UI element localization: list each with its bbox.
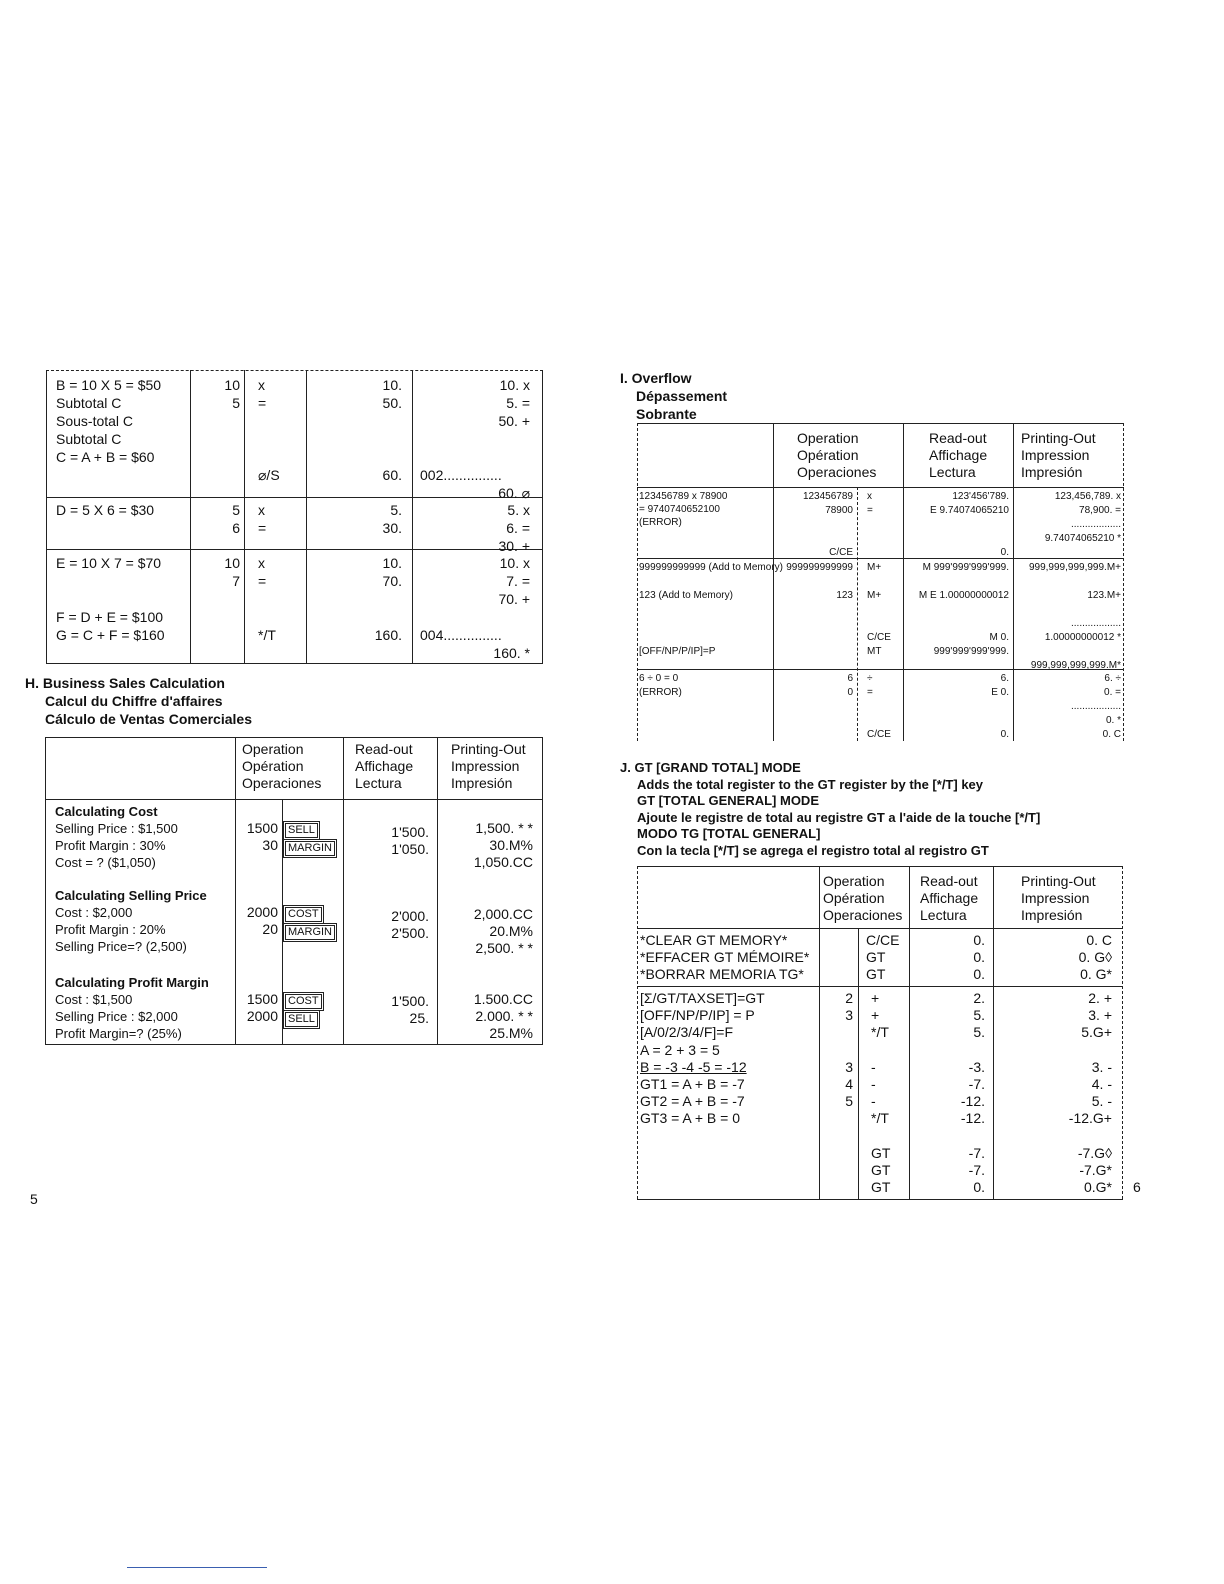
block-heading: Calculating Selling Price (55, 888, 207, 903)
row-op: */T (871, 1110, 889, 1127)
title-line: GT [TOTAL GENERAL] MODE (637, 793, 819, 808)
readout-value: 25. (409, 1010, 429, 1026)
block-line: Profit Margin=? (25%) (55, 1026, 182, 1041)
print-value: 30. + (498, 538, 530, 554)
table-row (637, 932, 1123, 949)
row-print: 5.G+ (1081, 1024, 1112, 1041)
row-desc: G = C + F = $160 (56, 627, 165, 643)
header-operation: Operation Opération Operaciones (823, 873, 903, 923)
block-line: Cost = ? ($1,050) (55, 855, 156, 870)
overflow-print: 123,456,789. x 78,900. = .................. 9.74074065210 * (1044, 491, 1121, 544)
sell-key: SELL (285, 1012, 318, 1027)
readout-value: 1'500. (391, 824, 429, 840)
readout-value: 30. (382, 520, 402, 536)
row-readout: 0. (973, 949, 985, 965)
header-operation: Operation Opération Operaciones (242, 741, 322, 791)
row-readout: -12. (960, 1110, 985, 1127)
row-print: -7.G◊ (1077, 1144, 1112, 1161)
row-desc: A = 2 + 3 = 5 (640, 1041, 720, 1058)
table-row (637, 966, 1123, 983)
header-printing: Printing-Out Impression Impresión (1021, 430, 1096, 480)
key-number: 2000 (246, 904, 278, 920)
row-readout: -3. (968, 1058, 985, 1075)
title-line: Con la tecla [*/T] se agrega el registro total al registro GT (637, 842, 989, 858)
row-op: C/CE (866, 932, 900, 948)
row-desc: D = 5 X 6 = $30 (56, 502, 155, 518)
header-readout: Read-out Affichage Lectura (920, 873, 979, 923)
key-op: ⌀/S (258, 467, 280, 483)
row-print: 0.G* (1083, 1179, 1112, 1196)
row-op: - (871, 1075, 876, 1092)
row-desc: F = D + E = $100 (56, 609, 164, 625)
overflow-nums: 6 0 (847, 673, 853, 698)
row-readout: 2. (973, 990, 985, 1006)
row-desc: [A/0/2/3/4/F]=F (640, 1024, 733, 1041)
print-value: 50. + (498, 413, 530, 429)
key-number: 10 (224, 555, 240, 571)
table-row (637, 949, 1123, 966)
cost-key: COST (285, 907, 322, 922)
row-num: 3 (845, 1058, 853, 1075)
row-desc: GT3 = A + B = 0 (640, 1110, 741, 1127)
header-operation: Operation Opération Operaciones (797, 430, 877, 480)
table-row (637, 990, 1123, 1007)
overflow-nums: 999999999999 123 (786, 562, 853, 601)
key-op: = (258, 395, 267, 411)
print-value: 10. x (499, 555, 530, 571)
key-number: 5 (232, 502, 240, 518)
print-value: 30.M% (489, 837, 533, 853)
table-row (637, 1128, 1123, 1145)
row-print: 2. + (1088, 990, 1112, 1006)
title-line: J. GT [GRAND TOTAL] MODE (620, 760, 801, 775)
print-value: 5. = (506, 395, 530, 411)
margin-key: MARGIN (285, 841, 335, 856)
table-j (637, 866, 1123, 1200)
row-readout: -7. (968, 1144, 985, 1161)
table-row (637, 1179, 1123, 1196)
row-desc: Sous-total C (56, 413, 134, 429)
readout-value: 10. (382, 555, 402, 571)
header-printing: Printing-Out Impression Impresión (1021, 873, 1096, 923)
row-desc: C = A + B = $60 (56, 449, 155, 465)
row-op: + (871, 990, 880, 1006)
title-line: Adds the total register to the GT register by the [*/T] key (637, 776, 984, 792)
row-num: 4 (845, 1075, 853, 1092)
overflow-ops: x = (867, 491, 873, 516)
key-op: x (258, 502, 265, 518)
block-heading: Calculating Cost (55, 804, 158, 819)
section-j-title (620, 760, 1040, 859)
key-op: = (258, 520, 267, 536)
row-readout: 0. (973, 966, 985, 982)
row-op: GT (871, 1179, 891, 1196)
key-number: 5 (232, 395, 240, 411)
readout-value: 2'000. (391, 908, 429, 924)
row-print: -12.G+ (1068, 1110, 1112, 1127)
table-row (637, 1076, 1123, 1093)
key-number: 10 (224, 377, 240, 393)
overflow-print: 6. ÷ 0. = .................. 0. * 0. C (1070, 673, 1121, 740)
key-number: 20 (262, 921, 278, 937)
print-value: 002............... (420, 467, 502, 483)
readout-value: 10. (382, 377, 402, 393)
row-num: 3 (845, 1007, 853, 1024)
table-row (637, 1024, 1123, 1041)
key-number: 7 (232, 573, 240, 589)
block-heading: Calculating Profit Margin (55, 975, 209, 990)
row-desc: *EFFACER GT MÉMOIRE* (640, 949, 810, 965)
row-desc: Subtotal C (56, 431, 122, 447)
title-line: Ajoute le registre de total au registre GT a l'aide de la touche [*/T] (637, 809, 1041, 825)
row-op: + (871, 1007, 880, 1024)
readout-value: 1'050. (391, 841, 429, 857)
header-printing: Printing-Out Impression Impresión (451, 741, 526, 791)
margin-key: MARGIN (285, 925, 335, 940)
row-print: 3. + (1088, 1007, 1112, 1024)
readout-value: 50. (382, 395, 402, 411)
title-fr: Calcul du Chiffre d'affaires (45, 693, 223, 709)
header-readout: Read-out Affichage Lectura (929, 430, 988, 480)
row-op: - (871, 1058, 876, 1075)
row-readout: 0. (973, 932, 985, 948)
row-readout: 5. (973, 1024, 985, 1041)
key-number: 2000 (246, 1008, 278, 1024)
page-number-right: 6 (1133, 1179, 1141, 1195)
row-desc: *BORRAR MEMORIA TG* (640, 966, 804, 982)
table-h (45, 737, 543, 1046)
block-line: Selling Price : $1,500 (55, 821, 178, 836)
block-line: Selling Price=? (2,500) (55, 939, 187, 954)
print-value: 7. = (506, 573, 530, 589)
footer-rule (127, 1567, 267, 1568)
block-line: Selling Price : $2,000 (55, 1009, 178, 1024)
row-op: GT (871, 1144, 891, 1161)
row-op: */T (871, 1024, 889, 1041)
print-value: 2,500. * * (475, 940, 533, 956)
row-readout: 5. (973, 1007, 985, 1024)
key-op: = (258, 573, 267, 589)
overflow-nums: 123456789 78900 C/CE (802, 491, 853, 558)
print-value: 2,000.CC (473, 906, 533, 922)
readout-value: 2'500. (391, 925, 429, 941)
print-value: 160. * (493, 645, 530, 661)
gt-clear-rows (637, 932, 1123, 983)
print-value: 6. = (506, 520, 530, 536)
key-number: 30 (262, 837, 278, 853)
title-line: MODO TG [TOTAL GENERAL] (637, 826, 821, 841)
overflow-ops: M+ M+ C/CE MT (867, 562, 891, 657)
title-es: Cálculo de Ventas Comerciales (45, 711, 252, 727)
title-en: I. Overflow (620, 370, 692, 386)
row-print: 0. C (1086, 932, 1112, 948)
overflow-desc: 123456789 x 78900 = 9740740652100 (ERROR) (639, 491, 728, 528)
print-value: 1,050.CC (473, 854, 533, 870)
table-row (637, 1093, 1123, 1110)
print-value: 1,500. * * (475, 820, 533, 836)
overflow-desc: 6 ÷ 0 = 0 (ERROR) (639, 673, 682, 698)
header-readout: Read-out Affichage Lectura (355, 741, 414, 791)
row-print: 3. - (1091, 1058, 1112, 1075)
row-desc: E = 10 X 7 = $70 (56, 555, 162, 571)
row-desc: [OFF/NP/P/IP] = P (640, 1007, 755, 1024)
row-print: 5. - (1091, 1093, 1112, 1110)
table-row (637, 1042, 1123, 1059)
row-op: GT (871, 1161, 891, 1178)
print-value: 1.500.CC (473, 991, 533, 1007)
row-desc: Subtotal C (56, 395, 122, 411)
overflow-desc: 999999999999 (Add to Memory) 123 (Add to Memory) [OFF/NP/P/IP]=P (639, 562, 783, 657)
section-h-title (25, 674, 252, 728)
readout-value: 70. (382, 573, 402, 589)
row-desc: [Σ/GT/TAXSET]=GT (640, 990, 765, 1006)
print-value: 70. + (498, 591, 530, 607)
table-row (637, 1162, 1123, 1179)
overflow-readout: 6. E 0. 0. (991, 673, 1009, 740)
section-i-title (620, 369, 727, 423)
block-line: Cost : $2,000 (55, 905, 133, 920)
row-op: GT (866, 949, 886, 965)
gt-calc-rows (637, 990, 1123, 1196)
table-row (637, 1110, 1123, 1127)
print-value: 10. x (499, 377, 530, 393)
row-desc: B = 10 X 5 = $50 (56, 377, 162, 393)
block-line: Profit Margin : 20% (55, 922, 166, 937)
print-value: 60. ⌀ (498, 485, 530, 501)
row-print: 0. G* (1080, 966, 1112, 982)
row-readout: -12. (960, 1093, 985, 1110)
row-op: GT (866, 966, 886, 982)
row-print: 4. - (1091, 1075, 1112, 1092)
overflow-ops: ÷ = C/CE (867, 673, 891, 740)
row-print: -7.G* (1079, 1161, 1112, 1178)
print-value: 5. x (507, 502, 530, 518)
readout-value: 60. (382, 467, 402, 483)
row-desc: GT2 = A + B = -7 (640, 1093, 745, 1110)
print-value: 25.M% (489, 1025, 533, 1041)
row-op: - (871, 1093, 876, 1110)
table-g (46, 370, 543, 664)
table-row (637, 1007, 1123, 1024)
overflow-readout: M 999'999'999'999. M E 1.00000000012 M 0. 999'999'999'999. (918, 562, 1009, 657)
block-line: Cost : $1,500 (55, 992, 133, 1007)
row-print: 0. G◊ (1078, 949, 1112, 965)
title-es: Sobrante (636, 406, 697, 422)
row-readout: -7. (968, 1075, 985, 1092)
print-value: 2.000. * * (475, 1008, 533, 1024)
sell-key: SELL (285, 823, 318, 838)
row-desc: GT1 = A + B = -7 (640, 1075, 745, 1092)
cost-key: COST (285, 994, 322, 1009)
table-row (637, 1059, 1123, 1076)
overflow-readout: 123'456'789. E 9.74074065210 0. (930, 491, 1009, 558)
key-op: x (258, 555, 265, 571)
key-op: */T (258, 627, 276, 643)
block-line: Profit Margin : 30% (55, 838, 166, 853)
readout-value: 1'500. (391, 993, 429, 1009)
key-op: x (258, 377, 265, 393)
key-number: 1500 (246, 820, 278, 836)
row-desc: B = -3 -4 -5 = -12 (640, 1058, 747, 1075)
row-num: 2 (845, 990, 853, 1006)
page-number-left: 5 (30, 1191, 38, 1207)
table-i (637, 423, 1124, 742)
readout-value: 160. (374, 627, 402, 643)
row-readout: -7. (968, 1161, 985, 1178)
key-number: 6 (232, 520, 240, 536)
row-num: 5 (845, 1093, 853, 1110)
overflow-print: 999,999,999,999.M+ 123.M+ .................. 1.00000000012 * 999,999,999,999.M* (1028, 562, 1121, 671)
row-readout: 0. (973, 1179, 985, 1196)
print-value: 20.M% (489, 923, 533, 939)
table-row (637, 1145, 1123, 1162)
key-number: 1500 (246, 991, 278, 1007)
title-en: H. Business Sales Calculation (25, 675, 225, 691)
readout-value: 5. (390, 502, 402, 518)
title-fr: Dépassement (636, 388, 728, 404)
print-value: 004............... (420, 627, 502, 643)
row-desc: *CLEAR GT MEMORY* (640, 932, 788, 948)
